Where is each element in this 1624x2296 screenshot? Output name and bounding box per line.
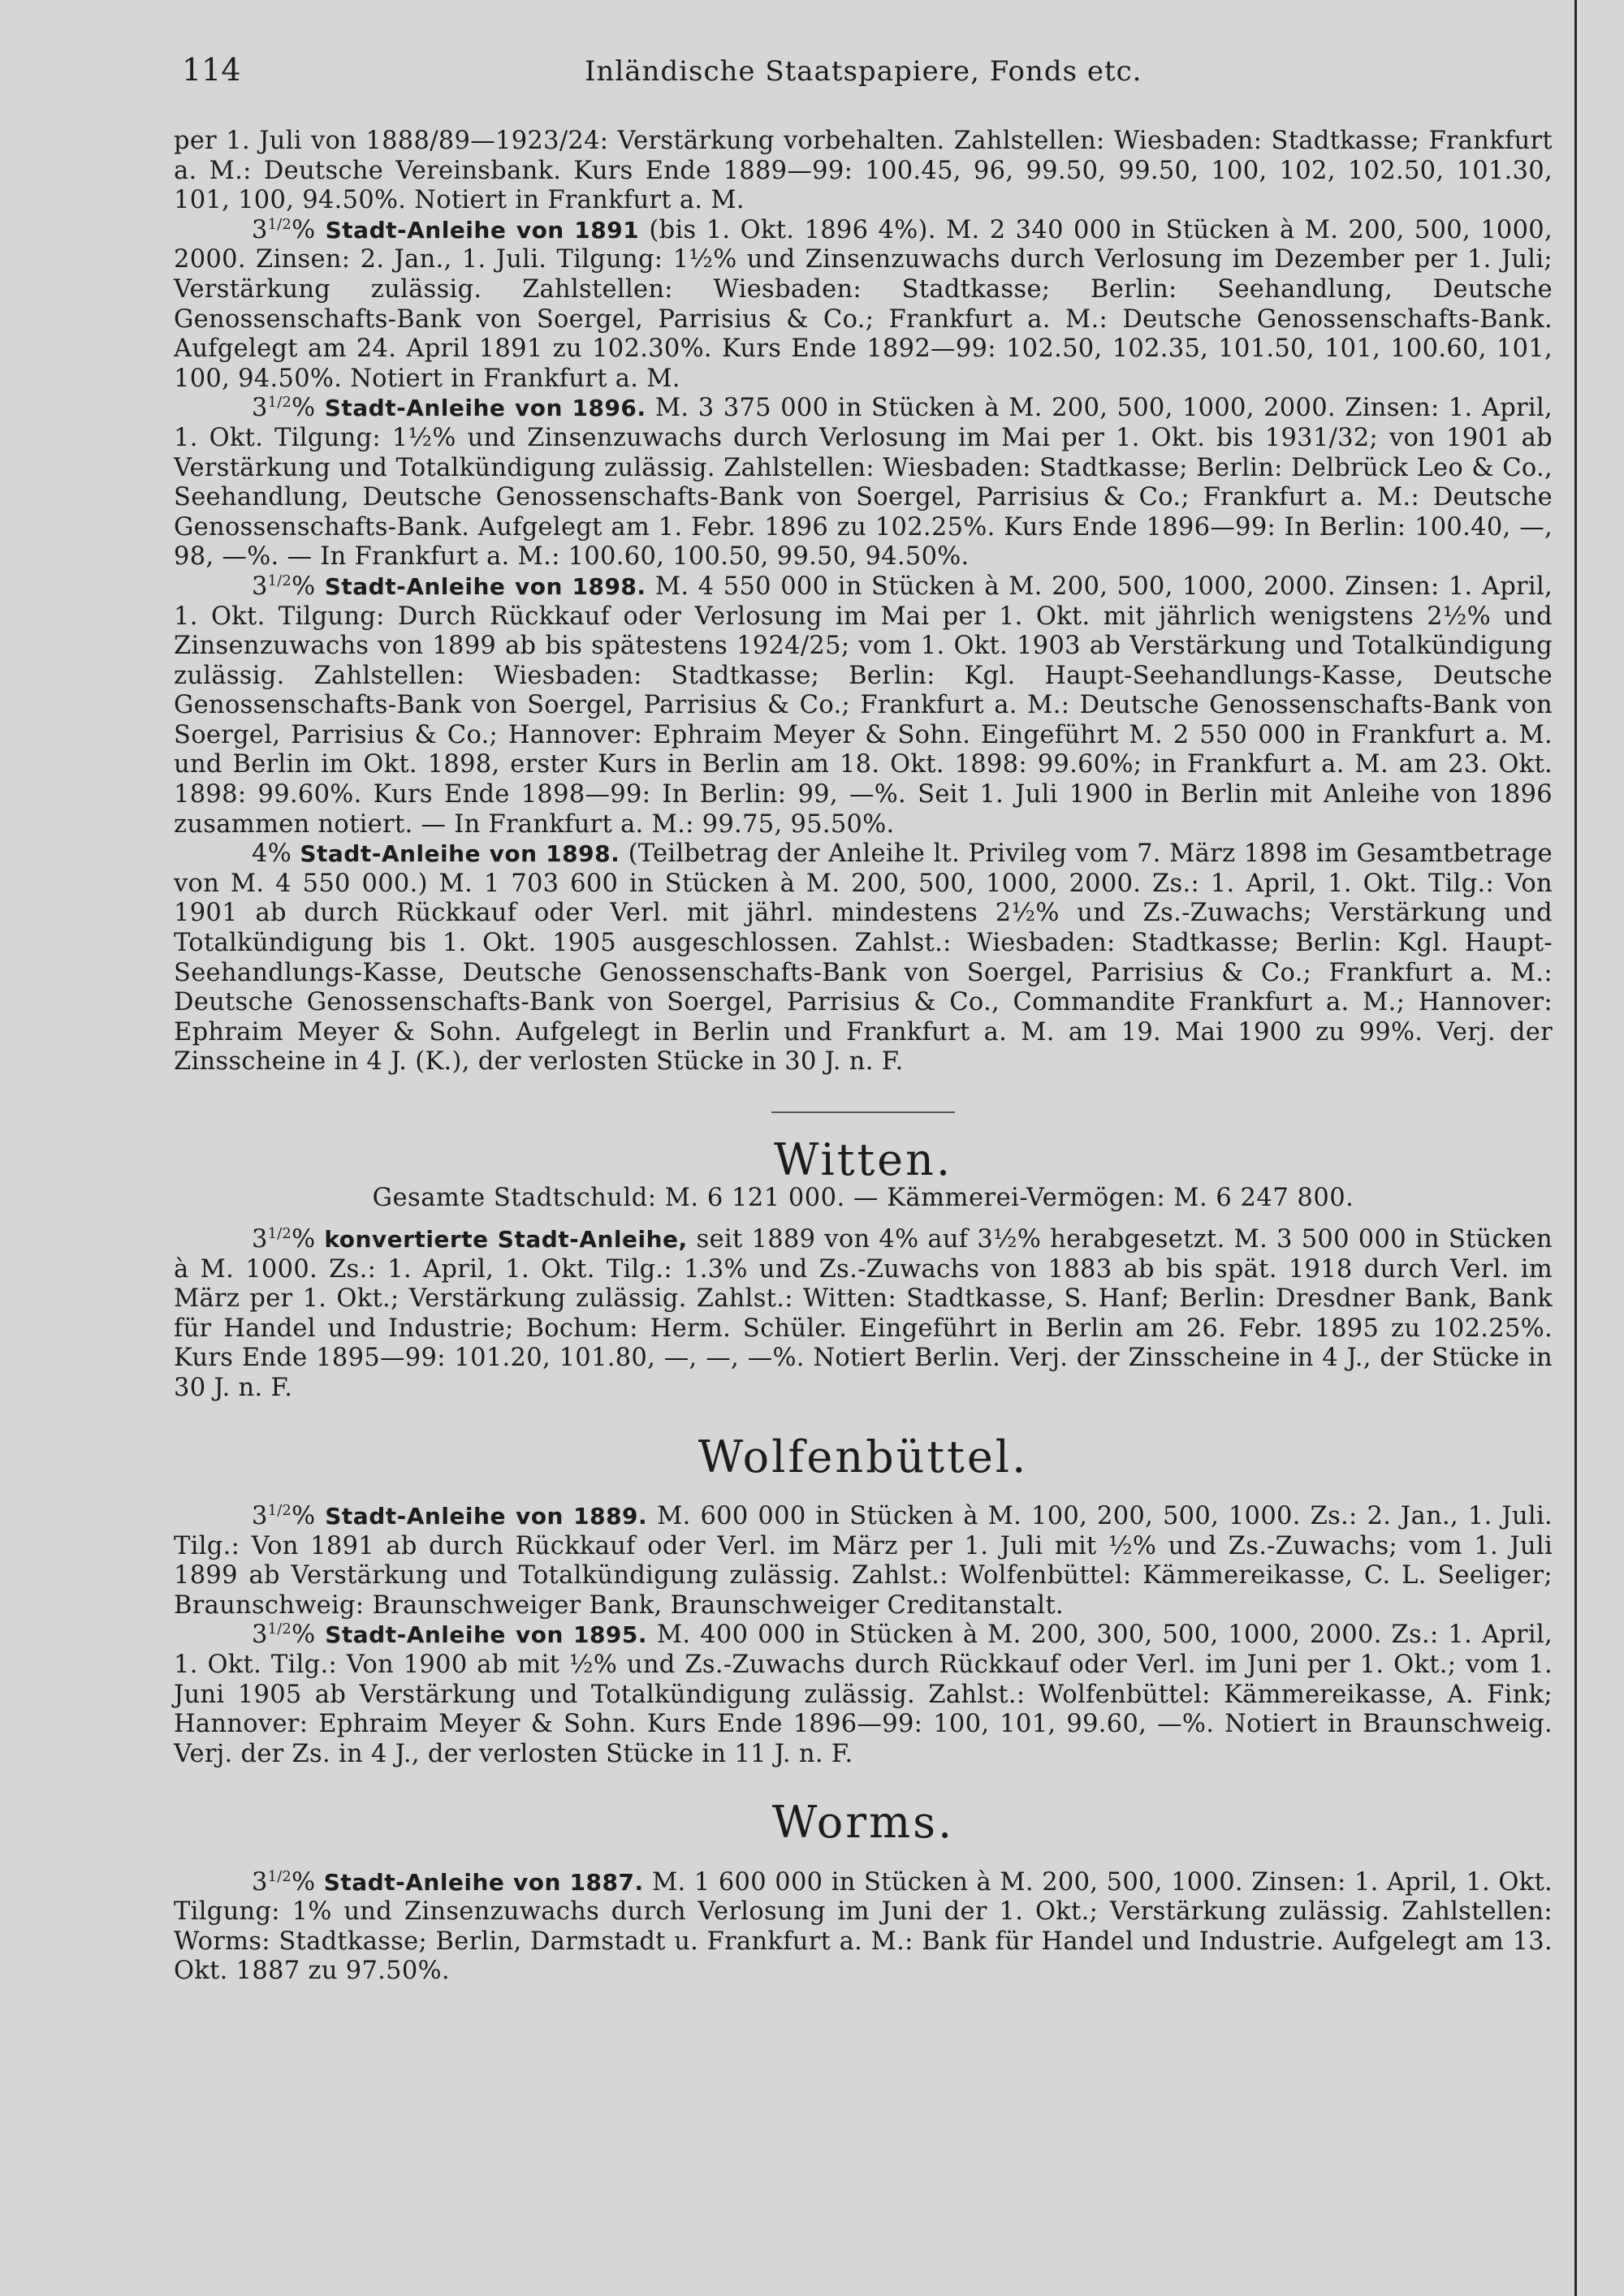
loan-entry bbox=[174, 216, 1553, 395]
loan-body: M. 1 600 000 in Stücken à M. 200, 500, 1000. Zinsen: 1. April, 1. Okt. Tilgung: 1% und Zinsenzuwachs durch Verlosung im Juni der 1. Okt.; Verstärkung zulässig. Zahlstellen: Worms: Stadtkasse; Berlin, Darmstadt u. Frankfurt a. M.: Bank für Handel und Industrie. Aufgelegt am 13. Okt. 1887 zu 97.50%. bbox=[174, 1867, 1553, 1986]
loan-title: Stadt-Anleihe von 1891 bbox=[325, 216, 640, 244]
page-content bbox=[174, 127, 1553, 1987]
loan-body: M. 600 000 in Stücken à M. 100, 200, 500, 1000. Zs.: 2. Jan., 1. Juli. Tilg.: Von 1891 ab durch Rückkauf oder Verl. im März per 1. Juli mit ½% und Zs.-Zuwachs; vom 1. Juli 1899 ab Verstärkung und Totalkündigung zulässig. Zahlst.: Wolfenbüttel: Kämmereikasse, C. L. Seeliger; Braunschweig: Braunschweiger Bank, Braunschweiger Creditanstalt. bbox=[174, 1501, 1553, 1620]
loan-body: (Teilbetrag der Anleihe lt. Privileg vom 7. März 1898 im Gesamtbetrage von M. 4 550 000.) M. 1 703 600 in Stücken à M. 200, 500, 1000, 2000. Zs.: 1. April, 1. Okt. Tilg.: Von 1901 ab durch Rückkauf oder Verl. mit jährl. mindestens 2½% und Zs.-Zuwachs; Verstärkung und Totalkündigung bis 1. Okt. 1905 ausgeschlossen. Zahlst.: Wiesbaden: Stadtkasse; Berlin: Kgl. Haupt-Seehandlungs-Kasse, Deutsche Genossenschafts-Bank von Soergel, Parrisius & Co.; Frankfurt a. M.: Deutsche Genossenschafts-Bank von Soergel, Parrisius & Co., Commandite Frankfurt a. M.; Hannover: Ephraim Meyer & Sohn. Aufgelegt in Berlin und Frankfurt a. M. am 19. Mai 1900 zu 99%. Verj. der Zinsscheine in 4 J. (K.), der verlosten Stücke in 30 J. n. F. bbox=[174, 839, 1553, 1077]
loan-rate: $3^{1/2}\%$ bbox=[252, 394, 316, 423]
loan-entry bbox=[174, 1621, 1553, 1769]
section-divider bbox=[771, 1111, 955, 1113]
loan-rate: $3^{1/2}\%$ bbox=[252, 1501, 316, 1530]
running-title: Inländische Staatspapiere, Fonds etc. bbox=[585, 55, 1142, 88]
page-header bbox=[174, 52, 1554, 101]
loan-entry bbox=[174, 1502, 1553, 1621]
wiesbaden-continuation: per 1. Juli von 1888/89—1923/24: Verstärkung vorbehalten. Zahlstellen: Wiesbaden: Stadtkasse; Frankfurt a. M.: Deutsche Vereinsbank. Kurs Ende 1889—99: 100.45, 96, 99.50, 99.50, 100, 102, 102.50, 101.30, 101, 100, 94.50%. Notiert in Frankfurt a. M. bbox=[174, 127, 1553, 215]
loan-body: (bis 1. Okt. 1896 4%). M. 2 340 000 in Stücken à M. 200, 500, 1000, 2000. Zinsen: 2. Jan., 1. Juli. Tilgung: 1½% und Zinsenzuwachs durch Verlosung im Dezember per 1. Juli; Verstärkung zulässig. Zahlstellen: Wiesbaden: Stadtkasse; Berlin: Seehandlung, Deutsche Genossenschafts-Bank von Soergel, Parrisius & Co.; Frankfurt a. M.: Deutsche Genossenschafts-Bank. Aufgelegt am 24. April 1891 zu 102.30%. Kurs Ende 1892—99: 102.50, 102.35, 101.50, 101, 100.60, 101, 100, 94.50%. Notiert in Frankfurt a. M. bbox=[174, 215, 1553, 393]
loan-body: seit 1889 von 4% auf 3½% herabgesetzt. M. 3 500 000 in Stücken à M. 1000. Zs.: 1. April, 1. Okt. Tilg.: 1.3% und Zs.-Zuwachs von 1883 ab bis spät. 1918 durch Verl. im März per 1. Okt.; Verstärkung zulässig. Zahlst.: Witten: Stadtkasse, S. Hanf; Berlin: Dresdner Bank, Bank für Handel und Industrie; Bochum: Herm. Schüler. Eingeführt in Berlin am 26. Febr. 1895 zu 102.25%. Kurs Ende 1895—99: 101.20, 101.80, —, —, —%. Notiert Berlin. Verj. der Zinsscheine in 4 J., der Stücke in 30 J. n. F. bbox=[174, 1224, 1553, 1402]
city-debt-info: Gesamte Stadtschuld: M. 6 121 000. — Kämmerei-Vermögen: M. 6 247 800. bbox=[372, 1184, 1354, 1213]
city-heading-wolfenbuettel: Wolfenbüttel. bbox=[698, 1431, 1029, 1482]
loan-title: Stadt-Anleihe von 1887. bbox=[323, 1868, 644, 1896]
loan-title: Stadt-Anleihe von 1896. bbox=[324, 395, 646, 422]
page-number: 114 bbox=[182, 52, 241, 88]
loan-entry bbox=[174, 394, 1553, 572]
city-heading-worms: Worms. bbox=[771, 1797, 955, 1849]
loan-entry bbox=[174, 839, 1553, 1077]
loan-rate: $3^{1/2}\%$ bbox=[252, 1867, 316, 1897]
loan-rate: $3^{1/2}\%$ bbox=[252, 1621, 316, 1650]
loan-body: M. 400 000 in Stücken à M. 200, 300, 500, 1000, 2000. Zs.: 1. April, 1. Okt. Tilg.: Von 1900 ab mit ½% und Zs.-Zuwachs durch Rückkauf oder Verl. im Juni per 1. Okt.; vom 1. Juni 1905 ab Verstärkung und Totalkündigung zulässig. Zahlst.: Wolfenbüttel: Kämmereikasse, A. Fink; Hannover: Ephraim Meyer & Sohn. Kurs Ende 1896—99: 100, 101, 99.60, —%. Notiert in Braunschweig. Verj. der Zs. in 4 J., der verlosten Stücke in 11 J. n. F. bbox=[174, 1621, 1553, 1768]
loan-entry bbox=[174, 1868, 1553, 1987]
loan-entry bbox=[174, 572, 1553, 839]
loan-title: Stadt-Anleihe von 1895. bbox=[325, 1621, 648, 1649]
loan-entry bbox=[174, 1225, 1553, 1404]
loan-title: konvertierte Stadt-Anleihe, bbox=[324, 1225, 688, 1253]
loan-rate: $3^{1/2}\%$ bbox=[252, 1224, 316, 1254]
page-edge-line bbox=[1574, 0, 1577, 2296]
loan-rate: 4% bbox=[252, 839, 292, 869]
loan-title: Stadt-Anleihe von 1889. bbox=[325, 1502, 648, 1530]
loan-rate: $3^{1/2}\%$ bbox=[252, 215, 316, 244]
loan-rate: $3^{1/2}\%$ bbox=[252, 572, 316, 601]
loan-body: M. 3 375 000 in Stücken à M. 200, 500, 1000, 2000. Zinsen: 1. April, 1. Okt. Tilgung: 1½% und Zinsenzuwachs durch Verlosung im Mai per 1. Okt. bis 1931/32; von 1901 ab Verstärkung und Totalkündigung zulässig. Zahlstellen: Wiesbaden: Stadtkasse; Berlin: Delbrück Leo & Co., Seehandlung, Deutsche Genossenschafts-Bank von Soergel, Parrisius & Co.; Frankfurt a. M.: Deutsche Genossenschafts-Bank. Aufgelegt am 1. Febr. 1896 zu 102.25%. Kurs Ende 1896—99: In Berlin: 100.40, —, 98, —%. — In Frankfurt a. M.: 100.60, 100.50, 99.50, 94.50%. bbox=[174, 394, 1553, 572]
loan-title: Stadt-Anleihe von 1898. bbox=[324, 572, 646, 600]
loan-title: Stadt-Anleihe von 1898. bbox=[300, 840, 620, 868]
loan-body: M. 4 550 000 in Stücken à M. 200, 500, 1000, 2000. Zinsen: 1. April, 1. Okt. Tilgung: Durch Rückkauf oder Verlosung im Mai per 1. Okt. mit jährlich wenigstens 2½% und Zinsenzuwachs von 1899 ab bis spätestens 1924/25; vom 1. Okt. 1903 ab Verstärkung und Totalkündigung zulässig. Zahlstellen: Wiesbaden: Stadtkasse; Berlin: Kgl. Haupt-Seehandlungs-Kasse, Deutsche Genossenschafts-Bank von Soergel, Parrisius & Co.; Frankfurt a. M.: Deutsche Genossenschafts-Bank von Soergel, Parrisius & Co.; Hannover: Ephraim Meyer & Sohn. Eingeführt M. 2 550 000 in Frankfurt a. M. und Berlin im Okt. 1898, erster Kurs in Berlin am 18. Okt. 1898: 99.60%; in Frankfurt a. M. am 23. Okt. 1898: 99.60%. Kurs Ende 1898—99: In Berlin: 99, —%. Seit 1. Juli 1900 in Berlin mit Anleihe von 1896 zusammen notiert. — In Frankfurt a. M.: 99.75, 95.50%. bbox=[174, 572, 1553, 839]
city-heading-witten: Witten. bbox=[773, 1134, 953, 1185]
